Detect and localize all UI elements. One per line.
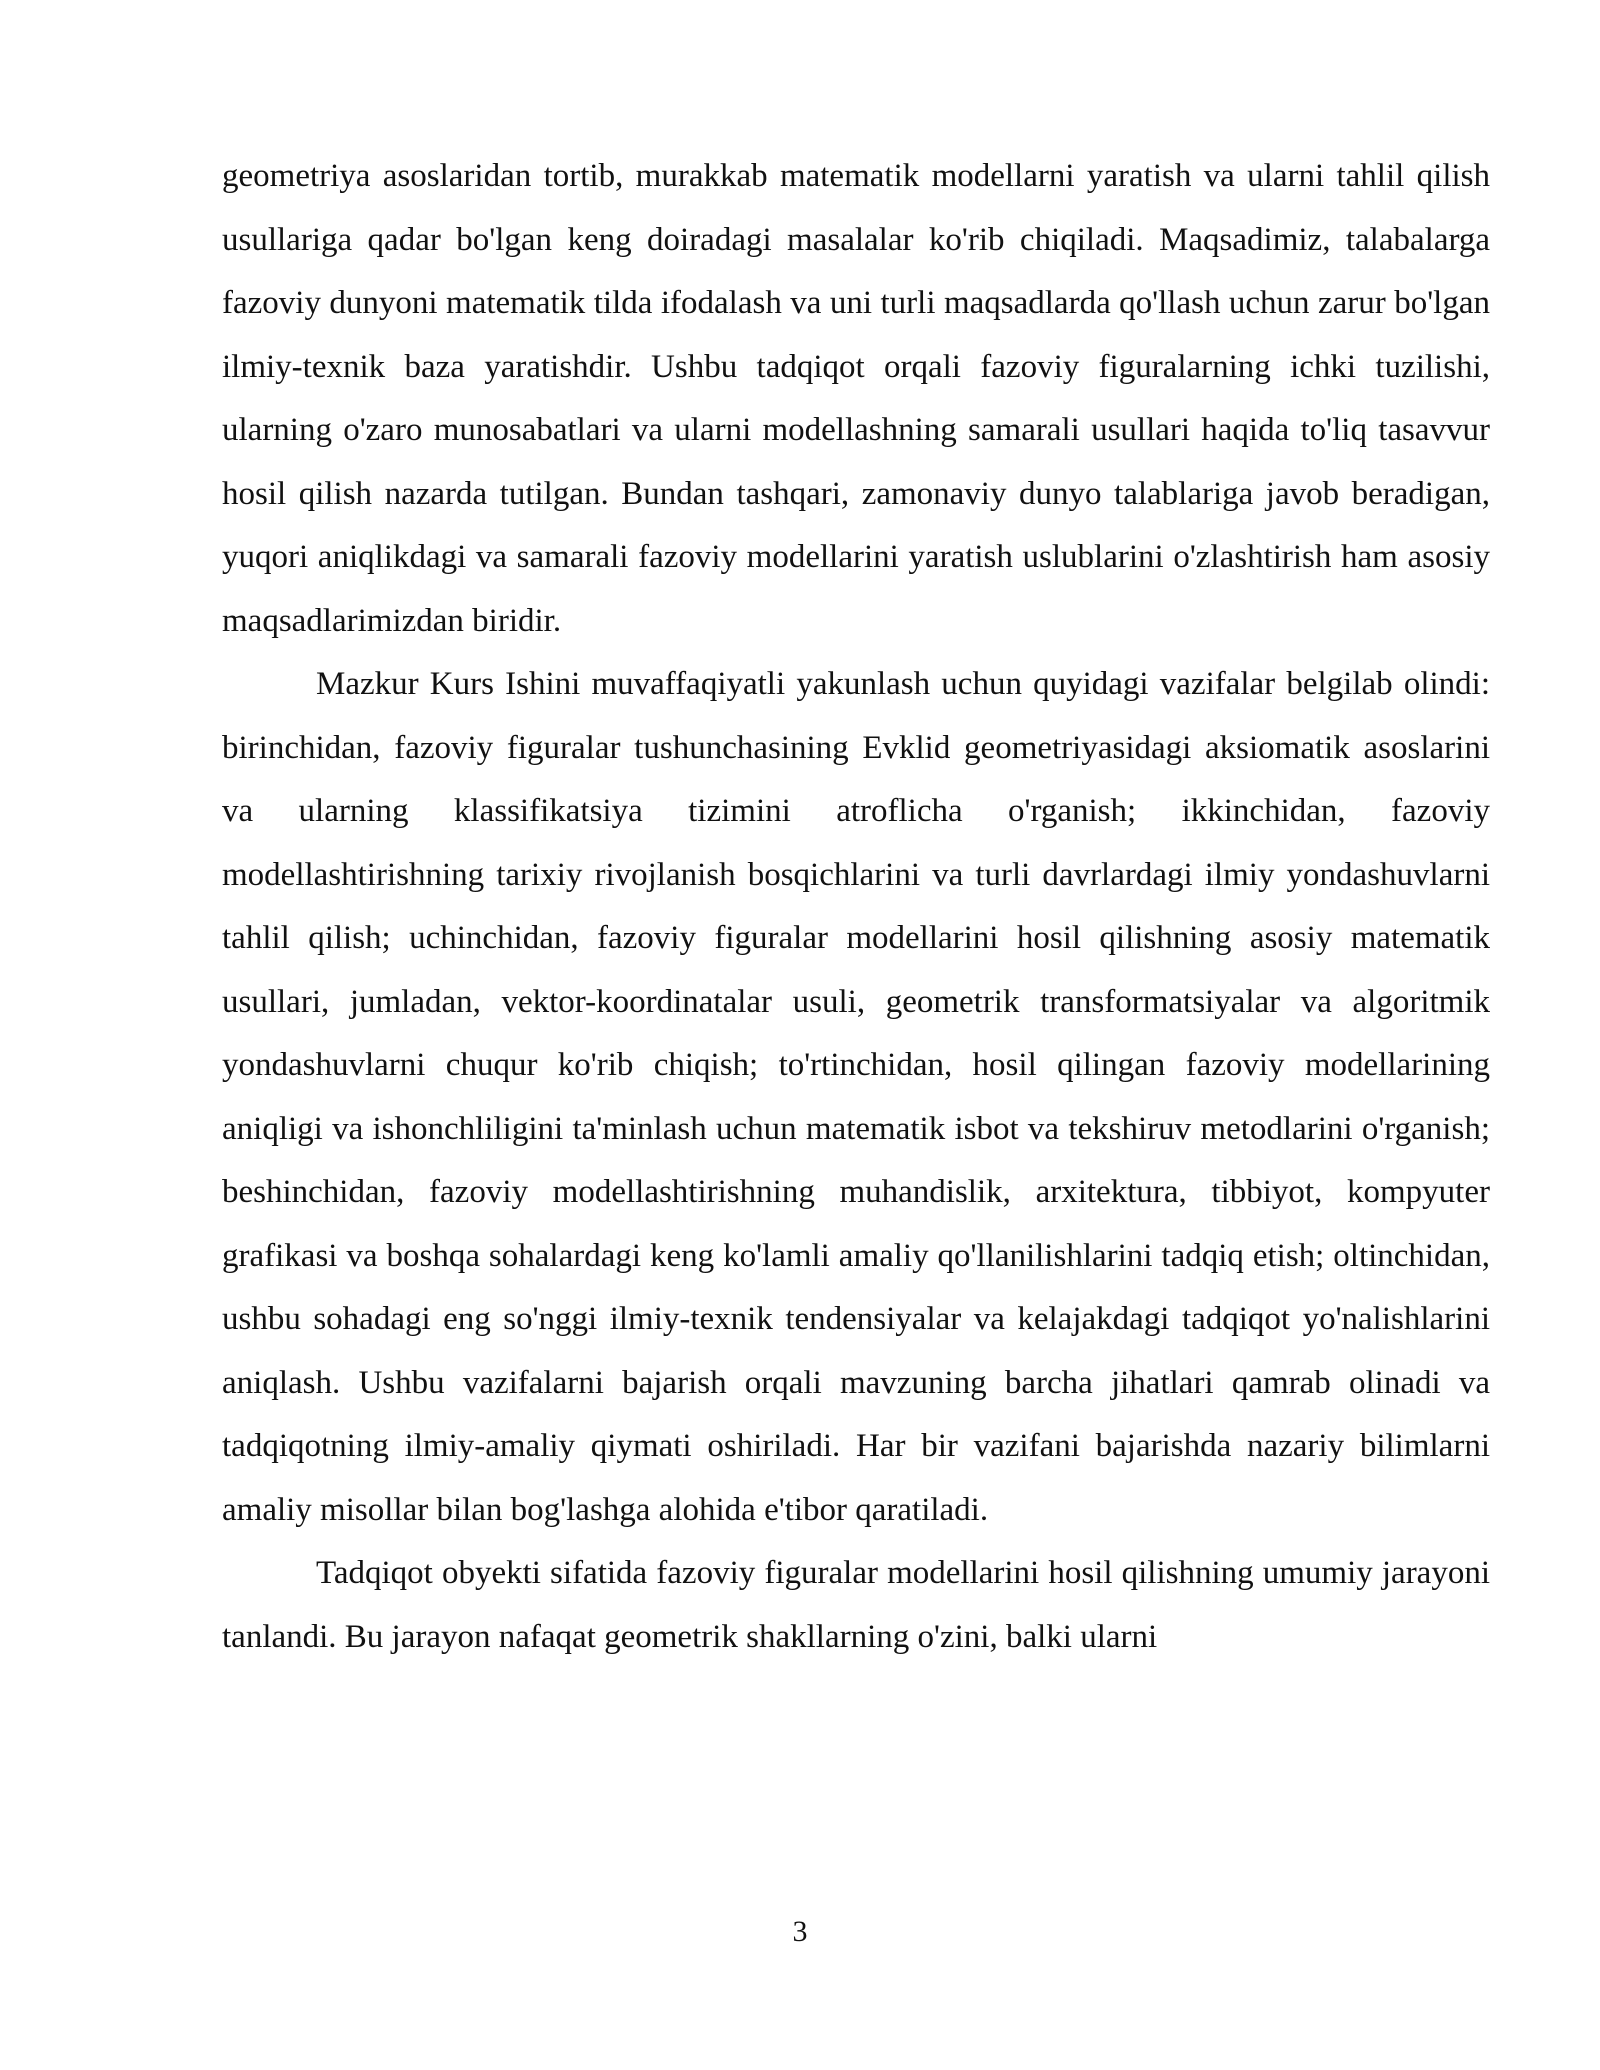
- paragraph-research-object: Tadqiqot obyekti sifatida fazoviy figuralar modellarini hosil qilishning umumiy jarayoni tanlandi. Bu jarayon nafaqat geometrik shakllarning o'zini, balki ularni: [222, 1555, 1490, 1655]
- paragraph-continuation: geometriya asoslaridan tortib, murakkab matematik modellarni yaratish va ularni tahlil qilish usullariga qadar bo'lgan keng doiradagi masalalar ko'rib chiqiladi. Maqsadimiz, talabalarga fazoviy dunyoni matematik tilda ifodalash va uni turli maqsadlarda qo'llash uchun zarur bo'lgan ilmiy-texnik baza yaratishdir. Ushbu tadqiqot orqali fazoviy figuralarning ichki tuzilishi, ularning o'zaro munosabatlari va ularni modellashning samarali usullari haqida to'liq tasavvur hosil qilish nazarda tutilgan. Bundan tashqari, zamonaviy dunyo talablariga javob beradigan, yuqori aniqlikdagi va samarali fazoviy modellarini yaratish uslublarini o'zlashtirish ham asosiy maqsadlarimizdan biridir.: [222, 158, 1490, 639]
- page-number: 3: [792, 1915, 808, 1948]
- body-text: [222, 145, 1490, 1669]
- paragraph-tasks: Mazkur Kurs Ishini muvaffaqiyatli yakunlash uchun quyidagi vazifalar belgilab olindi: birinchidan, fazoviy figuralar tushunchasining Evklid geometriyasidagi aksiomatik asoslarini va ularning klassifikatsiya tizimini atroflicha o'rganish; ikkinchidan, fazoviy modellashtirishning tarixiy rivojlanish bosqichlarini va turli davrlardagi ilmiy yondashuvlarni tahlil qilish; uchinchidan, fazoviy figuralar modellarini hosil qilishning asosiy matematik usullari, jumladan, vektor-koordinatalar usuli, geometrik transformatsiyalar va algoritmik yondashuvlarni chuqur ko'rib chiqish; to'rtinchidan, hosil qilingan fazoviy modellarining aniqligi va ishonchliligini ta'minlash uchun matematik isbot va tekshiruv metodlarini o'rganish; beshinchidan, fazoviy modellashtirishning muhandislik, arxitektura, tibbiyot, kompyuter grafikasi va boshqa sohalardagi keng ko'lamli amaliy qo'llanilishlarini tadqiq etish; oltinchidan, ushbu sohadagi eng so'nggi ilmiy-texnik tendensiyalar va kelajakdagi tadqiqot yo'nalishlarini aniqlash. Ushbu vazifalarni bajarish orqali mavzuning barcha jihatlari qamrab olinadi va tadqiqotning ilmiy-amaliy qiymati oshiriladi. Har bir vazifani bajarishda nazariy bilimlarni amaliy misollar bilan bog'lashga alohida e'tibor qaratiladi.: [222, 666, 1490, 1528]
